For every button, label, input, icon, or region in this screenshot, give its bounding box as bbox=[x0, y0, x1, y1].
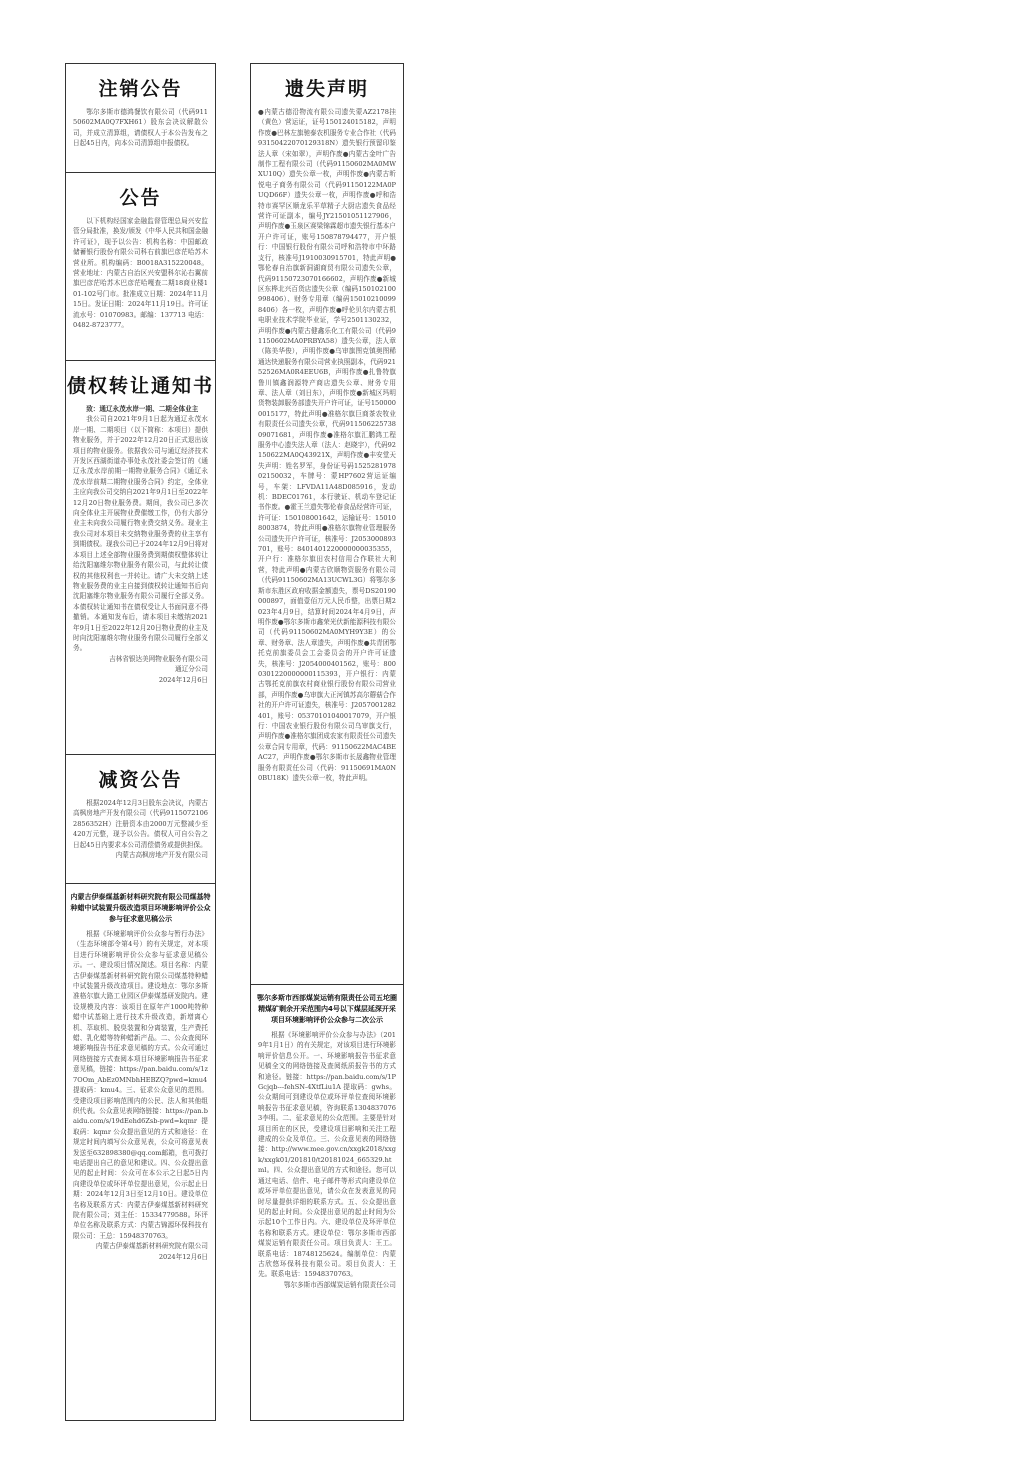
notice-body: 鄂尔多斯市德鸿餐饮有限公司（代码91150602MA0Q7FXH61）股东会决议解散公司，并成立清算组，请债权人于本公告发布之日起45日内，向本公司清算组申报债权。 bbox=[73, 108, 208, 148]
notice-body: 根据2024年12月3日股东会决议，内蒙古高枫房地产开发有限公司（代码91150721062856352H）注册资本由2000万元整减少至420万元整，现予以公告。债权人可自公告之日起45日内要求本公司清偿债务或提供担保。 bbox=[73, 799, 208, 849]
notice-title: 内蒙古伊泰煤基新材料研究院有限公司煤基特种蜡中试装置升级改造项目环境影响评价公众参与征求意见稿公示 bbox=[70, 893, 211, 923]
capital-reduction-notice bbox=[66, 755, 215, 884]
notice-title: 公告 bbox=[119, 187, 162, 209]
eia-publicity-notice bbox=[66, 884, 215, 1422]
license-announcement bbox=[66, 173, 215, 361]
notice-signature: 吉林省银达美网物业服务有限公司 通辽分公司 2024年12月6日 bbox=[109, 654, 208, 684]
notice-title: 鄂尔多斯市西部煤炭运销有限责任公司五坨圈精煤矿剩余开采范围内4号以下煤层延深开采项目环境影响评价公众参与二次公示 bbox=[257, 994, 397, 1024]
notice-title: 债权转让通知书 bbox=[66, 375, 214, 397]
notice-title: 减资公告 bbox=[98, 769, 183, 791]
debt-transfer-notice bbox=[66, 361, 215, 755]
eia-second-publicity-notice bbox=[251, 985, 403, 1419]
notice-body: ●内蒙古德沿物流有限公司遗失蒙AZ2178挂（黄色）营运证，证号150124015182，声明作废●巴林左旗驰泰农机服务专业合作社（代码93150422070129318N）遗失银行预留印鉴法人章（宋如翠），声明作废●内蒙古金叶广告制作工程有限公司（代码91150602MA0MWXU10Q）遗失公章一枚，声明作废●内蒙古昕悦电子商务有限公司（代码91150122MA0PUQD66F）遗失公章一枚，声明作废●呼和浩特市赛罕区顺龙乐平草精子大厨店遗失食品经营许可证副本，编号JY21501051127906，声明作废●玉泉区赛梁锦霖超市遗失银行基本户开户许可证，账号150878794477，开户银行：中国银行股份有限公司呼和浩特市中环路支行，核准号J1910030915701，特此声明●鄂伦春自治旗新洞湖商贸有限公司遗失公章，代码91150723070166602，声明作废●新城区东桦北兴百货店遗失公章（编码150102100998406）、财务专用章（编码150102100998406）各一枚，声明作废●呼伦贝尔内蒙古机电职业技术学院毕业证，学号2501130232，声明作废●内蒙古健鑫乐化工有限公司（代码91150602MA0PRBYA58）遗失公章，法人章（陈美华俊），声明作废●乌审旗图克镇奥图稀通达快递服务有限公司营业执照副本，代码92152526MA0R4EEU6B，声明作废●扎鲁特旗鲁川镇鑫润源特产商店遗失公章、财务专用章、法人章（刘日东），声明作废●新城区玛明货物装卸服务部遗失开户许可证，证号1500000015177，特此声明●准格尔旗巨商茶农牧业有限责任公司遗失公章，代码91150622573809071681，声明作废●准格尔旗汇鹏鸿工程服务中心遗失法人章（法人：赵晓宇），代码92150622MA0Q43921X，声明作废●丰安堂天失声明：姓名罗军，身份证号码152528197802150032，车牌号：蒙HP7602营运证编号，车架：LFVDA11A48D085916，发动机：BDEC01761，本行驶证、机动车登记证书作废。●霍王兰遗失鄂伦春食品经营许可证，许可证：150108001642，运输证号：150108003874，特此声明●准格尔旗物业管理服务公司遗失开户许可证，核准号：J2053000893701，账号：8401401220000000035355，开户行：准格尔旗田农村信用合作联社大利营，特此声明●内蒙古欣顺物资服务有限公司（代码91150602MA13UCWL3G）将鄂尔多斯市东胜区政府收据金额遗失，票号DS20190000897，面值壹佰万元人民币整，出票日期2023年4月9日，结算时间2024年4月9日，声明作废●鄂尔多斯市鑫荣光伏新能源科技有限公司（代码91150602MA0MYH9Y3E）的公章、财务章、法人章遗失，声明作废●共青团鄂托克前旗委员会工会委员会的开户许可证遗失，核准号：J2054000401562，账号：8000301220000000115393，开户银行：内蒙古鄂托克前旗农村商业银行股份有限公司营业部，声明作废●乌审旗大正河镇苏高尔蘑菇合作社的开户许可证遗失，核准号：J2057001282401，账号：05370101040017079，开户银行：中国农业银行股份有限公司乌审旗支行，声明作废●准格尔旗团成农家有限责任公司遗失公章合同专用章，代码：91150622MAC4BEAC27，声明作废●鄂尔多斯市长晟鑫物业管理服务有限责任公司（代码：91150691MA0N0BU18K）遗失公章一枚，特此声明。 bbox=[258, 108, 396, 782]
notice-body: 根据《环境影响评价公众参与暂行办法》（生态环境部令第4号）的有关规定，对本项目进行环境影响评价公众参与征求意见稿公示。一、建设项目情况简述。项目名称：内蒙古伊泰煤基新材料研究院有限公司煤基特种蜡中试装置升级改造项目。建设地点：鄂尔多斯准格尔旗大路工业园区伊泰煤基研发院内。建设规模及内容：该项目在原年产1000吨特种蜡中试基础上进行技术升级改造，新增离心机、萃取机、脱臭装置和分离装置，生产费托蜡、乳化蜡等特种蜡新产品。二、公众查阅环境影响报告书征求意见稿的方式。公众可通过网络链接方式查阅本项目环境影响报告书征求意见稿，链接：https://pan.baidu.com/s/1z7OOm_AbEz0MNbhHEBZQ?pwd=kmu4 提取码：kmu4。三、征求公众意见的范围。受建设项目影响范围内的公民、法人和其他组织代表。公众意见表网络链接：https://pan.baidu.com/s/19dEehd6Zsb-pwd=kqmr 提取码：kqmr 公众提出意见的方式和途径：在规定时间内填写公众意见表，公众可将意见表发送至632898380@qq.com邮箱，也可拨打电话提出自己的意见和建议。四、公众提出意见的起止时间：公众可在本公示之日起5日内向建设单位或环评单位提出意见，公示起止日期：2024年12月3日至12月10日。建设单位名称及联系方式：内蒙古伊泰煤基新材料研究院有限公司；刘主任：15334779588。环评单位名称及联系方式：内蒙古锦源环保科技有限公司：王总：15948370763。 bbox=[73, 930, 208, 1240]
cancellation-notice bbox=[66, 64, 215, 173]
notice-signature: 鄂尔多斯市西部煤炭运销有限责任公司 bbox=[283, 1280, 396, 1289]
notice-signature: 内蒙古高枫房地产开发有限公司 bbox=[115, 851, 208, 860]
notice-signature: 内蒙古伊泰煤基新材料研究院有限公司 2024年12月6日 bbox=[95, 1242, 208, 1261]
notice-body: 致：通辽永茂水岸一期、二期全体业主 我公司自2021年9月1日起为通辽永茂水岸一期、二期项目（以下简称：本项目）提供物业服务，并于2022年12月20日正式退出该项目的物业服务。依据我公司与通辽经济技术开发区西湖街道办事处永茂社委会签订的《通辽永茂水岸前期一期物业服务合同》《通辽永茂水岸前期二期物业服务合同》约定，全体业主应向我公司交纳自2021年9月1日至2022年12月20日物业服务费。期间，我公司已多次向全体业主开展物业费催缴工作，仍有大部分业主未向我公司履行物业费交纳义务。现业主我公司对本项目未交纳物业服务费的业主享有到期债权。现我公司已于2024年12月9日将对本项目上述全部物业服务费到期债权整体转让给沈阳塞维尔物业服务有限公司，与此转让债权的其他权利也一并转让。请广大未交纳上述物业服务费的业主自接到债权转让通知书后向沈阳塞维尔物业服务有限公司履行全部义务。本债权转让通知书在债权受让人书面同意不得撤销。本通知发布后，请本项目未缴纳2021年9月1日至2022年12月20日物业费的业主及时向沈阳塞维尔物业服务有限公司履行全部义务。 bbox=[73, 405, 208, 653]
left-column bbox=[65, 63, 216, 1421]
notice-body: 以下机构经国家金融监督管理总局兴安监管分局批准，换发/颁发《中华人民共和国金融许可证》，现予以公告：机构名称：中国邮政储蓄银行股份有限公司科右前旗巴彦茫哈苏木营业所。机构编码：B0018A315220048。营业地址：内蒙古自治区兴安盟科尔沁右翼前旗巴彦茫哈苏木巴彦茫哈嘎查二期18商业楼101-102号门市。批准成立日期：2024年11月15日。发证日期：2024年11月19日。许可证流水号：01070983。邮编：137713 电话：0482-8723777。 bbox=[73, 217, 208, 330]
notice-body: 根据《环境影响评价公众参与办法》（2019年1月1日）的有关规定，对该项目进行环境影响评价信息公开。一、环境影响报告书征求意见稿全文的网络链接及查阅纸质报告书的方式和途径。链接：https://pan.baidu.com/s/1PGcjqb---fehSN-4XtfLiu1A 提取码：gwhs。公众期间可到建设单位或环评单位查阅环境影响报告书征求意见稿，咨询联系13048370763李明。二、征求意见的公众范围。主要是针对项目所在的区民，受建设项目影响和关注工程建成的公众及单位。三、公众意见表的网络链接：http://www.mee.gov.cn/xxgk2018/xxgk/xxgk01/201810/t20181024_665329.html。四、公众提出意见的方式和途径。您可以通过电话、信件、电子邮件等形式向建设单位或环评单位提出意见，请公众在发表意见的同时尽量提供详细的联系方式。五、公众提出意见的起止时间。公众提出意见的起止时间为公示起10个工作日内。六、建设单位及环评单位名称和联系方式。建设单位：鄂尔多斯市西部煤炭运销有限责任公司。项目负责人：王工。联系电话：18748125624。编制单位：内蒙古欣悠环保科技有限公司。项目负责人：王先。联系电话：15948370763。 bbox=[258, 1031, 396, 1279]
lost-statement-notice bbox=[251, 64, 403, 985]
notice-addressee: 致：通辽永茂水岸一期、二期全体业主 bbox=[86, 405, 199, 413]
notice-title: 遗失声明 bbox=[284, 78, 369, 100]
notice-title: 注销公告 bbox=[98, 78, 183, 100]
right-column bbox=[250, 63, 404, 1421]
